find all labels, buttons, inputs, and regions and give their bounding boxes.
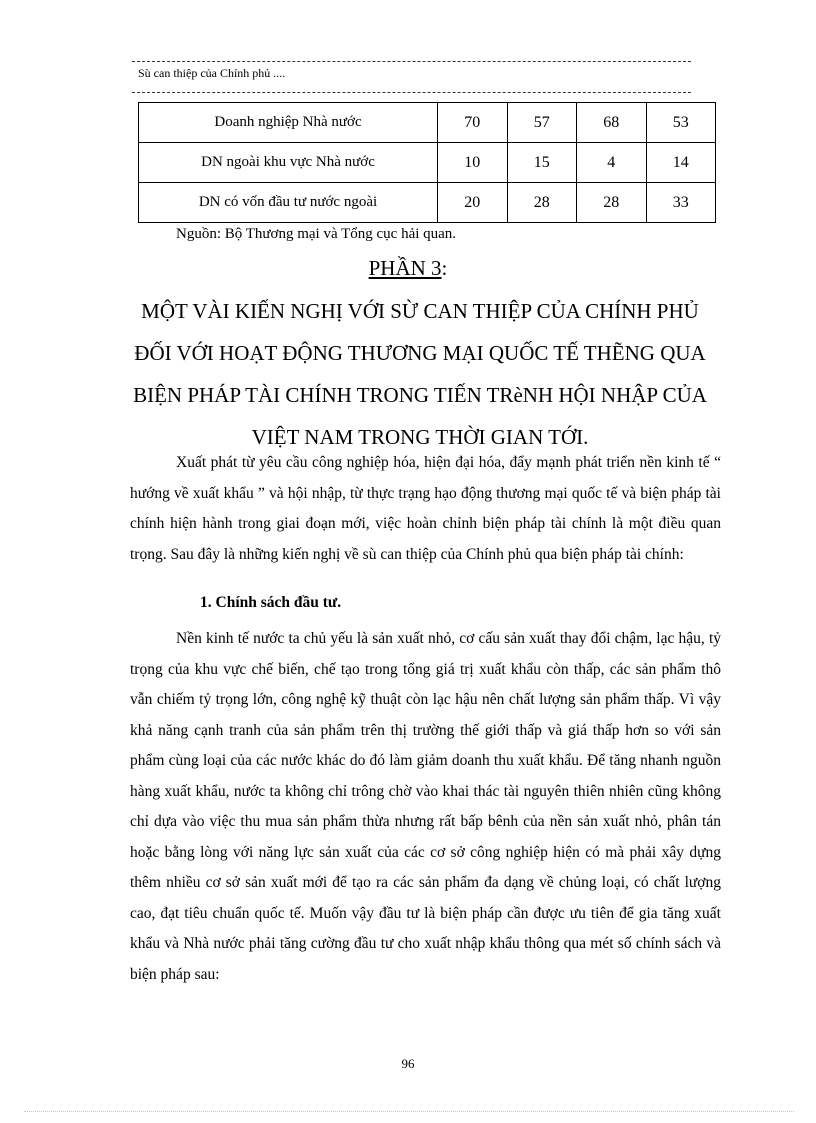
table-cell: 33 — [646, 183, 716, 223]
table-cell: 68 — [577, 103, 647, 143]
heading-line: BIỆN PHÁP TÀI CHÍNH TRONG TIẾN TRèNH HỘI NHẬP CỦA — [133, 383, 707, 407]
table-row — [139, 183, 716, 223]
page-bottom-rule — [24, 1111, 794, 1112]
table-row — [139, 143, 716, 183]
section-paragraph: Nền kinh tế nước ta chủ yếu là sản xuất nhỏ, cơ cấu sản xuất thay đổi chậm, lạc hậu, tỷ trọng của khu vực chế biến, chế tạo trong tổng giá trị xuất khẩu còn thấp, các sản phẩm thô vẫn chiếm tỷ trọng lớn, công nghệ kỹ thuật còn lạc hậu nên chất lượng sản phẩm thấp. Vì vậy khả năng cạnh tranh của sản phẩm trên thị trường thế giới thấp và giá thấp hơn so với sản phẩm cùng loại của các nước khác do đó làm giảm doanh thu xuất khẩu. Để tăng nhanh nguồn hàng xuất khẩu, nước ta không chỉ trông chờ vào khai thác tài nguyên thiên nhiên cũng không chỉ dựa vào việc thu mua sản phẩm thừa nhưng rất bấp bênh của nền sản xuất nhỏ, phân tán hoặc bằng lòng với năng lực sản xuất của các cơ sở công nghiệp hiện có mà phải xây dựng thêm nhiều cơ sở sản xuất mới để tạo ra các sản phẩm đa dạng về chủng loại, có chất lượng cao, đạt tiêu chuẩn quốc tế. Muốn vậy đầu tư là biện pháp cần được ưu tiên để gia tăng xuất khẩu và Nhà nước phải tăng cường đầu tư cho xuất nhập khẩu thông qua mét số chính sách và biện pháp sau: — [130, 630, 721, 983]
source-note: Nguồn: Bộ Thương mại và Tổng cục hải quan. — [176, 226, 457, 242]
table-cell: 70 — [438, 103, 508, 143]
chapter-heading — [120, 290, 720, 458]
part-label: PHẦN 3 — [368, 256, 442, 280]
heading-line: VIỆT NAM TRONG THỜI GIAN TỚI. — [251, 425, 589, 449]
intro-paragraph: Xuất phát từ yêu cầu công nghiệp hóa, hiện đại hóa, đẩy mạnh phát triển nền kinh tế “ hướng về xuất khẩu ” và hội nhập, từ thực trạng hạo động thương mại quốc tế và biện pháp tài chính hiện hành trong giai đoạn mới, việc hoàn chỉnh biện pháp tài chính là một điều quan trọng. Sau đây là những kiến nghị về sù can thiệp của Chính phủ qua biện pháp tài chính: — [130, 454, 721, 563]
table-row-label: DN có vốn đầu tư nước ngoài — [139, 183, 438, 223]
page-number: 96 — [401, 1056, 415, 1071]
table-row-label: Doanh nghiệp Nhà nước — [139, 103, 438, 143]
header-rule-top — [132, 61, 691, 62]
table-cell: 14 — [646, 143, 716, 183]
heading-line: MỘT VÀI KIẾN NGHỊ VỚI SỪ CAN THIỆP CỦA CHÍNH PHỦ — [141, 299, 699, 323]
table-cell: 53 — [646, 103, 716, 143]
table-row — [139, 103, 716, 143]
table-cell: 10 — [438, 143, 508, 183]
table-cell: 28 — [577, 183, 647, 223]
table-cell: 4 — [577, 143, 647, 183]
table-cell: 28 — [507, 183, 577, 223]
table-cell: 57 — [507, 103, 577, 143]
table-row-label: DN ngoài khu vực Nhà nước — [139, 143, 438, 183]
data-table — [138, 102, 716, 223]
heading-line: ĐỐI VỚI HOẠT ĐỘNG THƯƠNG MẠI QUỐC TẾ THẼNG QUA — [134, 341, 706, 365]
part-suffix: : — [441, 256, 448, 280]
part-title — [0, 256, 816, 281]
table-cell: 20 — [438, 183, 508, 223]
section-heading: 1. Chính sách đầu tư. — [200, 594, 342, 611]
table-cell: 15 — [507, 143, 577, 183]
running-header: Sù can thiệp của Chính phủ .... — [138, 66, 286, 80]
header-rule-bottom — [132, 92, 691, 93]
